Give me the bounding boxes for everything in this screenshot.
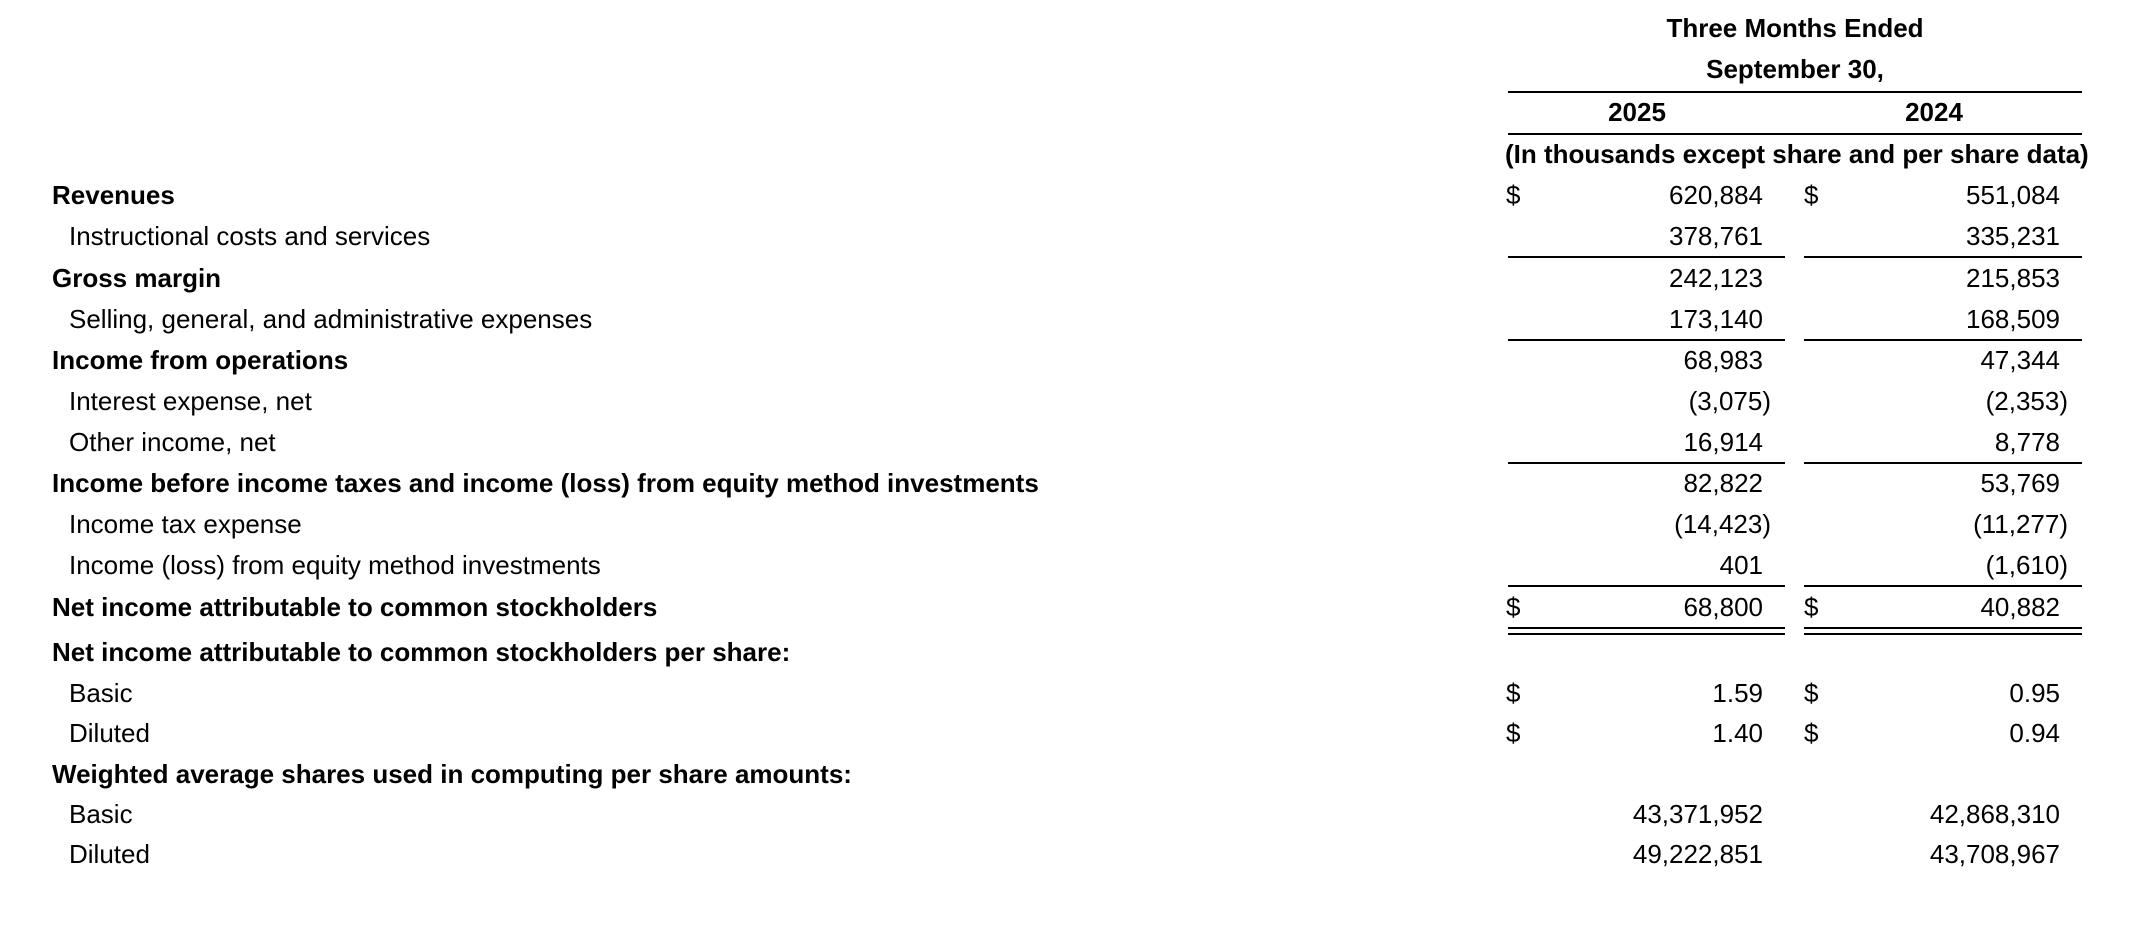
year-2025-heading: 2025: [1608, 97, 1666, 127]
table-row-gross-margin: [0, 258, 2140, 298]
value-2025: 82,822: [1683, 468, 1763, 498]
total-double-rule: [1804, 627, 2082, 629]
year-2024-heading: 2024: [1905, 97, 1963, 127]
value-2024: 335,231: [1966, 221, 2060, 251]
table-row-basic-eps: [0, 673, 2140, 713]
units-note: (In thousands except share and per share data): [1505, 139, 2089, 169]
value-2025: 16,914: [1683, 427, 1763, 457]
table-row-sga-expenses: [0, 299, 2140, 339]
table-row-basic-shares: [0, 794, 2140, 834]
value-2024: (2,353): [1985, 386, 2068, 416]
row-label: Basic: [69, 799, 133, 829]
row-label: Interest expense, net: [69, 386, 312, 416]
value-2025: 68,800: [1683, 592, 1763, 622]
value-2024: 47,344: [1980, 345, 2060, 375]
value-2024: 0.94: [2009, 718, 2060, 748]
row-label: Diluted: [69, 839, 150, 869]
value-2025: 49,222,851: [1632, 839, 1763, 869]
table-row-income-before-taxes: [0, 463, 2140, 503]
row-label: Net income attributable to common stockholders: [52, 592, 658, 622]
table-row-other-income: [0, 422, 2140, 462]
currency-symbol: $: [1506, 678, 1521, 708]
table-row-income-tax-expense: [0, 504, 2140, 544]
value-2025: 173,140: [1669, 304, 1763, 334]
table-row-weighted-shares-heading: [0, 754, 2140, 794]
currency-symbol: $: [1506, 592, 1521, 622]
table-row-per-share-heading: [0, 632, 2140, 672]
value-2025: 378,761: [1669, 221, 1763, 251]
row-label: Weighted average shares used in computing per share amounts:: [52, 759, 852, 789]
row-label: Gross margin: [52, 263, 222, 293]
value-2024: 168,509: [1966, 304, 2060, 334]
value-2025: 401: [1719, 550, 1763, 580]
row-label: Basic: [69, 678, 133, 708]
table-row-diluted-shares: [0, 834, 2140, 874]
row-label: Income before income taxes and income (loss) from equity method investments: [52, 468, 1039, 498]
period-date-heading: September 30,: [1706, 54, 1884, 84]
row-label: Selling, general, and administrative expenses: [69, 304, 593, 334]
currency-symbol: $: [1804, 718, 1819, 748]
row-label: Revenues: [52, 180, 175, 210]
table-row-revenues: [0, 175, 2140, 215]
table-row-instructional-costs: [0, 216, 2140, 256]
value-2024: 551,084: [1966, 180, 2060, 210]
table-row-net-income: [0, 587, 2140, 627]
value-2025: (14,423): [1674, 509, 1771, 539]
table-row-diluted-eps: [0, 713, 2140, 753]
row-label: Diluted: [69, 718, 150, 748]
row-label: Income tax expense: [69, 509, 302, 539]
currency-symbol: $: [1506, 718, 1521, 748]
row-label: Net income attributable to common stockholders per share:: [52, 637, 791, 667]
total-double-rule: [1508, 627, 1785, 629]
value-2024: 215,853: [1966, 263, 2060, 293]
currency-symbol: $: [1804, 180, 1819, 210]
value-2024: 40,882: [1980, 592, 2060, 622]
row-label: Income (loss) from equity method investments: [69, 550, 601, 580]
currency-symbol: $: [1506, 180, 1521, 210]
value-2025: 68,983: [1683, 345, 1763, 375]
value-2024: 42,868,310: [1929, 799, 2060, 829]
value-2024: 8,778: [1994, 427, 2060, 457]
table-row-income-from-operations: [0, 340, 2140, 380]
value-2025: 1.40: [1712, 718, 1763, 748]
value-2025: 1.59: [1712, 678, 1763, 708]
row-label: Income from operations: [52, 345, 349, 375]
currency-symbol: $: [1804, 592, 1819, 622]
value-2025: 620,884: [1669, 180, 1763, 210]
row-label: Instructional costs and services: [69, 221, 431, 251]
table-row-equity-method-income: [0, 545, 2140, 585]
value-2024: 0.95: [2009, 678, 2060, 708]
value-2024: (11,277): [1973, 509, 2068, 539]
value-2025: 242,123: [1669, 263, 1763, 293]
table-row-interest-expense: [0, 381, 2140, 421]
period-heading: Three Months Ended: [1666, 13, 1924, 43]
row-label: Other income, net: [69, 427, 276, 457]
value-2024: 53,769: [1980, 468, 2060, 498]
currency-symbol: $: [1804, 678, 1819, 708]
value-2024: (1,610): [1985, 550, 2068, 580]
value-2024: 43,708,967: [1929, 839, 2060, 869]
value-2025: (3,075): [1688, 386, 1771, 416]
value-2025: 43,371,952: [1632, 799, 1763, 829]
